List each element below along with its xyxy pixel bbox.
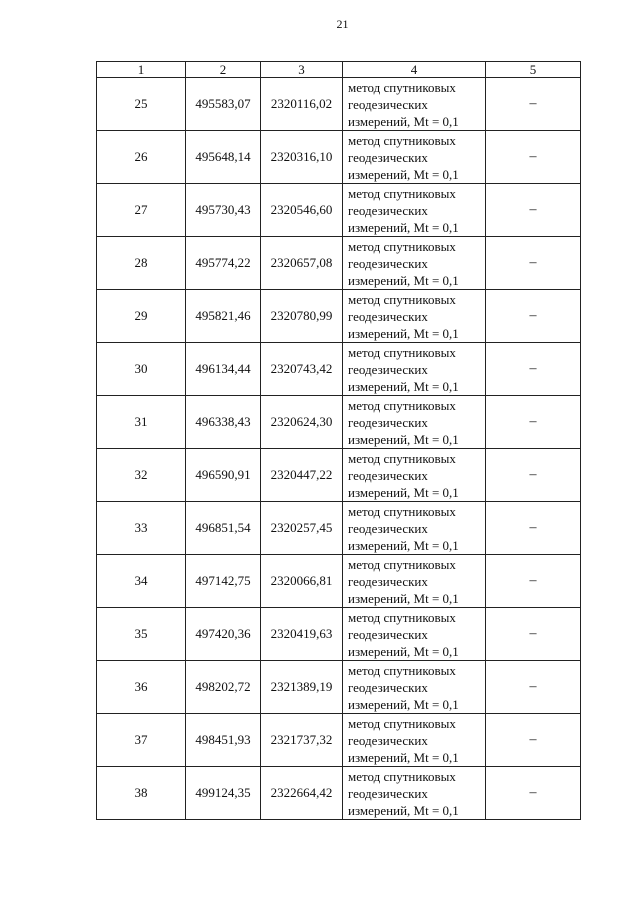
column-header-5: 5 xyxy=(486,62,581,78)
note-cell: – xyxy=(486,237,581,290)
point-number-cell: 32 xyxy=(97,449,186,502)
table-row xyxy=(97,184,581,237)
method-line: метод спутниковых xyxy=(348,556,456,572)
note-cell: – xyxy=(486,555,581,608)
table-row xyxy=(97,502,581,555)
page-number: 21 xyxy=(336,17,349,31)
coordinate-x-cell: 495821,46 xyxy=(186,290,261,343)
method-cell xyxy=(343,767,486,820)
method-line: измерений, Mt = 0,1 xyxy=(348,537,459,553)
coordinate-y-cell: 2320780,99 xyxy=(261,290,343,343)
method-line: метод спутниковых xyxy=(348,291,456,307)
table-row xyxy=(97,767,581,820)
method-line: геодезических xyxy=(348,96,428,112)
note-cell: – xyxy=(486,661,581,714)
method-line: геодезических xyxy=(348,149,428,165)
coordinate-x-cell: 497420,36 xyxy=(186,608,261,661)
method-line: метод спутниковых xyxy=(348,79,456,95)
method-line: метод спутниковых xyxy=(348,715,456,731)
method-cell xyxy=(343,502,486,555)
table-row xyxy=(97,714,581,767)
coordinate-x-cell: 495583,07 xyxy=(186,78,261,131)
point-number-cell: 25 xyxy=(97,78,186,131)
point-number-cell: 35 xyxy=(97,608,186,661)
method-line: метод спутниковых xyxy=(348,609,456,625)
coordinate-x-cell: 498451,93 xyxy=(186,714,261,767)
method-line: измерений, Mt = 0,1 xyxy=(348,590,459,606)
method-cell xyxy=(343,714,486,767)
method-line: метод спутниковых xyxy=(348,662,456,678)
method-cell xyxy=(343,608,486,661)
method-line: измерений, Mt = 0,1 xyxy=(348,643,459,659)
method-line: метод спутниковых xyxy=(348,132,456,148)
method-line: измерений, Mt = 0,1 xyxy=(348,802,459,818)
table-row xyxy=(97,78,581,131)
method-line: измерений, Mt = 0,1 xyxy=(348,484,459,500)
column-header-2: 2 xyxy=(186,62,261,78)
point-number-cell: 29 xyxy=(97,290,186,343)
point-number-cell: 34 xyxy=(97,555,186,608)
method-cell xyxy=(343,78,486,131)
point-number-cell: 28 xyxy=(97,237,186,290)
coordinate-x-cell: 495648,14 xyxy=(186,131,261,184)
method-line: геодезических xyxy=(348,414,428,430)
table-row xyxy=(97,343,581,396)
coordinate-y-cell: 2320116,02 xyxy=(261,78,343,131)
method-line: метод спутниковых xyxy=(348,238,456,254)
method-line: геодезических xyxy=(348,679,428,695)
note-cell: – xyxy=(486,290,581,343)
point-number-cell: 37 xyxy=(97,714,186,767)
method-line: геодезических xyxy=(348,573,428,589)
method-cell xyxy=(343,396,486,449)
method-line: измерений, Mt = 0,1 xyxy=(348,696,459,712)
method-line: измерений, Mt = 0,1 xyxy=(348,272,459,288)
table-row xyxy=(97,449,581,502)
table-header-row xyxy=(97,62,581,78)
coordinate-y-cell: 2320419,63 xyxy=(261,608,343,661)
point-number-cell: 27 xyxy=(97,184,186,237)
method-line: метод спутниковых xyxy=(348,344,456,360)
coordinate-x-cell: 498202,72 xyxy=(186,661,261,714)
method-line: измерений, Mt = 0,1 xyxy=(348,113,459,129)
coordinate-y-cell: 2320546,60 xyxy=(261,184,343,237)
method-line: геодезических xyxy=(348,202,428,218)
column-header-1: 1 xyxy=(97,62,186,78)
note-cell: – xyxy=(486,343,581,396)
coordinate-y-cell: 2320066,81 xyxy=(261,555,343,608)
column-header-4: 4 xyxy=(343,62,486,78)
method-cell xyxy=(343,661,486,714)
coordinate-y-cell: 2320257,45 xyxy=(261,502,343,555)
coordinate-x-cell: 495774,22 xyxy=(186,237,261,290)
table-row xyxy=(97,396,581,449)
coordinate-x-cell: 497142,75 xyxy=(186,555,261,608)
method-line: геодезических xyxy=(348,785,428,801)
method-line: измерений, Mt = 0,1 xyxy=(348,378,459,394)
coordinate-y-cell: 2321737,32 xyxy=(261,714,343,767)
column-header-3: 3 xyxy=(261,62,343,78)
note-cell: – xyxy=(486,714,581,767)
table-body xyxy=(97,78,581,820)
method-line: метод спутниковых xyxy=(348,185,456,201)
table-row xyxy=(97,661,581,714)
coordinate-y-cell: 2320624,30 xyxy=(261,396,343,449)
note-cell: – xyxy=(486,396,581,449)
coordinate-y-cell: 2321389,19 xyxy=(261,661,343,714)
coordinate-x-cell: 496338,43 xyxy=(186,396,261,449)
table-row xyxy=(97,290,581,343)
method-line: измерений, Mt = 0,1 xyxy=(348,166,459,182)
method-line: геодезических xyxy=(348,361,428,377)
method-line: измерений, Mt = 0,1 xyxy=(348,749,459,765)
note-cell: – xyxy=(486,78,581,131)
method-cell xyxy=(343,290,486,343)
coordinate-x-cell: 499124,35 xyxy=(186,767,261,820)
note-cell: – xyxy=(486,767,581,820)
method-line: метод спутниковых xyxy=(348,450,456,466)
coordinate-x-cell: 496590,91 xyxy=(186,449,261,502)
method-cell xyxy=(343,343,486,396)
coordinate-x-cell: 496851,54 xyxy=(186,502,261,555)
coordinate-y-cell: 2320316,10 xyxy=(261,131,343,184)
method-cell xyxy=(343,131,486,184)
method-cell xyxy=(343,449,486,502)
method-line: измерений, Mt = 0,1 xyxy=(348,431,459,447)
coordinate-y-cell: 2320657,08 xyxy=(261,237,343,290)
note-cell: – xyxy=(486,184,581,237)
method-line: геодезических xyxy=(348,467,428,483)
point-number-cell: 36 xyxy=(97,661,186,714)
note-cell: – xyxy=(486,502,581,555)
method-line: геодезических xyxy=(348,255,428,271)
point-number-cell: 26 xyxy=(97,131,186,184)
note-cell: – xyxy=(486,608,581,661)
coordinate-x-cell: 496134,44 xyxy=(186,343,261,396)
method-line: геодезических xyxy=(348,626,428,642)
coordinate-y-cell: 2320447,22 xyxy=(261,449,343,502)
method-line: геодезических xyxy=(348,520,428,536)
table-row xyxy=(97,555,581,608)
method-line: метод спутниковых xyxy=(348,768,456,784)
method-cell xyxy=(343,184,486,237)
coordinate-x-cell: 495730,43 xyxy=(186,184,261,237)
point-number-cell: 33 xyxy=(97,502,186,555)
coordinates-table xyxy=(96,61,581,820)
method-cell xyxy=(343,555,486,608)
point-number-cell: 31 xyxy=(97,396,186,449)
method-cell xyxy=(343,237,486,290)
method-line: метод спутниковых xyxy=(348,397,456,413)
point-number-cell: 38 xyxy=(97,767,186,820)
point-number-cell: 30 xyxy=(97,343,186,396)
method-line: измерений, Mt = 0,1 xyxy=(348,325,459,341)
note-cell: – xyxy=(486,449,581,502)
method-line: геодезических xyxy=(348,732,428,748)
table-row xyxy=(97,131,581,184)
method-line: геодезических xyxy=(348,308,428,324)
table-row xyxy=(97,608,581,661)
table-row xyxy=(97,237,581,290)
method-line: метод спутниковых xyxy=(348,503,456,519)
coordinate-y-cell: 2320743,42 xyxy=(261,343,343,396)
method-line: измерений, Mt = 0,1 xyxy=(348,219,459,235)
coordinate-y-cell: 2322664,42 xyxy=(261,767,343,820)
note-cell: – xyxy=(486,131,581,184)
